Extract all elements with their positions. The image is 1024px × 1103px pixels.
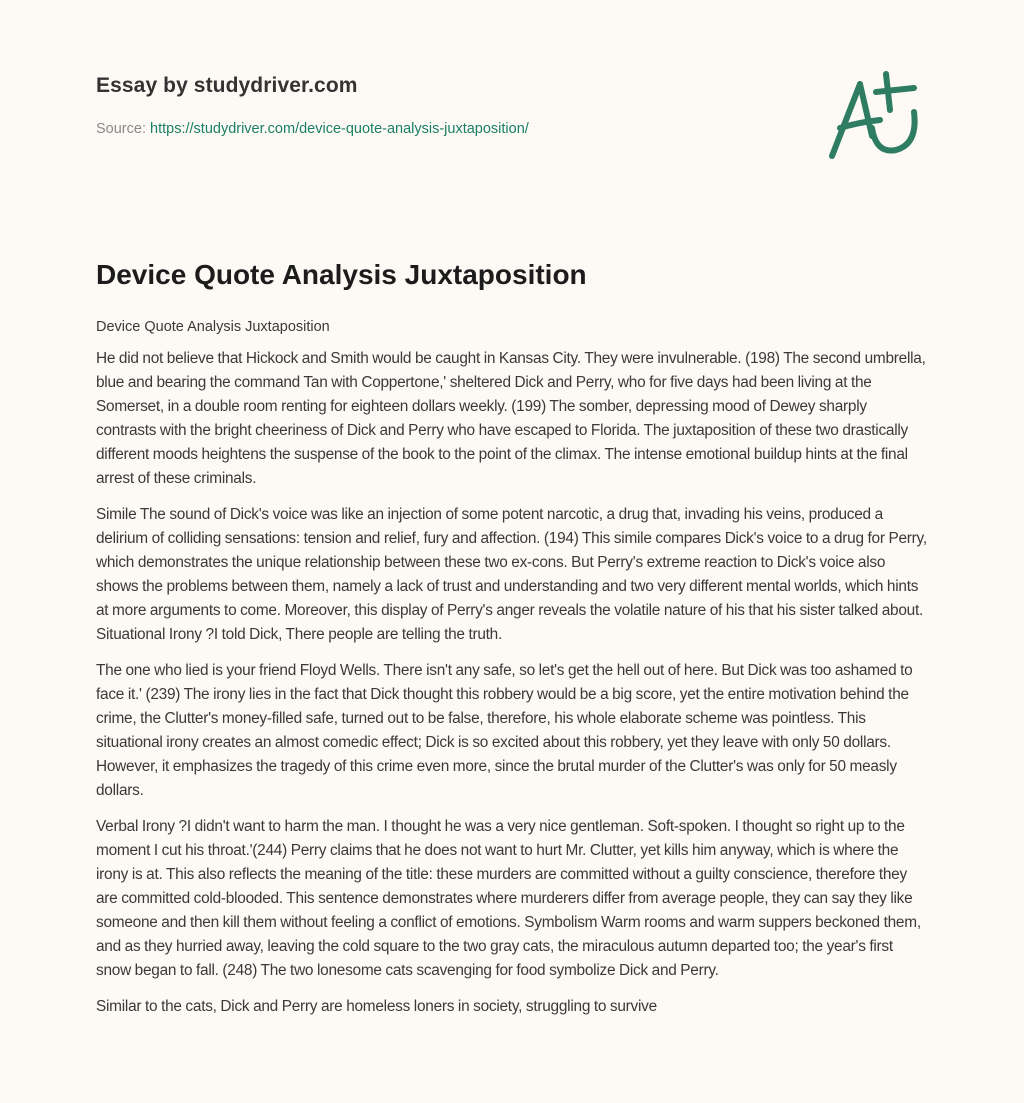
document-title: Device Quote Analysis Juxtaposition	[96, 259, 587, 290]
site-title: Essay by studydriver.com	[96, 74, 358, 97]
page-header	[96, 74, 529, 137]
paragraph: Simile The sound of Dick's voice was like an injection of some potent narcotic, a drug that, invading his veins, produced a delirium of colliding sensations: tension and relief, fury and affection. (194) This simile compares Dick's voice to a drug for Perry, which demonstrates the unique relationship between these two ex-cons. But Perry's extreme reaction to Dick's voice also shows the problems between them, namely a lack of trust and understanding and two very different mental worlds, which hints at more arguments to come. Moreover, this display of Perry's anger reveals the volatile nature of his that his sister talked about. Situational Irony ?I told Dick, There people are telling the truth.	[96, 506, 927, 643]
paragraph: The one who lied is your friend Floyd Wells. There isn't any safe, so let's get the hell out of here. But Dick was too ashamed to face it.' (239) The irony lies in the fact that Dick thought this robbery would be a big score, yet the entire motivation behind the crime, the Clutter's money-filled safe, turned out to be false, therefore, his whole elaborate scheme was pointless. This situational irony creates an almost comedic effect; Dick is so excited about this robbery, yet they leave with only 50 dollars. However, it emphasizes the tragedy of this crime even more, since the brutal murder of the Clutter's was only for 50 measly dollars.	[96, 662, 913, 799]
paragraph: Similar to the cats, Dick and Perry are homeless loners in society, struggling to survive	[96, 998, 657, 1015]
source-line	[96, 121, 529, 137]
document-subtitle: Device Quote Analysis Juxtaposition	[96, 319, 330, 335]
a-plus-grade-icon	[820, 66, 930, 166]
document-body	[96, 256, 930, 1019]
paragraph: Verbal Irony ?I didn't want to harm the man. I thought he was a very nice gentleman. Soft-spoken. I thought so right up to the moment I cut his throat.'(244) Perry claims that he does not want to hurt Mr. Clutter, yet kills him anyway, which is where the irony is at. This also reflects the meaning of the title: these murders are committed without a guilty conscience, therefore they are committed cold-blooded. This sentence demonstrates where murderers differ from average people, they can say they like someone and then kill them without feeling a conflict of emotions. Symbolism Warm rooms and warm suppers beckoned them, and as they hurried away, leaving the cold square to the two gray cats, the miraculous autumn departed too; the year's first snow began to fall. (248) The two lonesome cats scavenging for food symbolize Dick and Perry.	[96, 818, 921, 979]
source-label: Source:	[96, 121, 146, 137]
paragraph: He did not believe that Hickock and Smith would be caught in Kansas City. They were invulnerable. (198) The second umbrella, blue and bearing the command Tan with Coppertone,' sheltered Dick and Perry, who for five days had been living at the Somerset, in a double room renting for eighteen dollars weekly. (199) The somber, depressing mood of Dewey sharply contrasts with the bright cheeriness of Dick and Perry who have escaped to Florida. The juxtaposition of these two drastically different moods heightens the suspense of the book to the point of the climax. The intense emotional buildup hints at the final arrest of these criminals.	[96, 350, 926, 487]
source-link[interactable]: https://studydriver.com/device-quote-analysis-juxtaposition/	[150, 121, 529, 137]
